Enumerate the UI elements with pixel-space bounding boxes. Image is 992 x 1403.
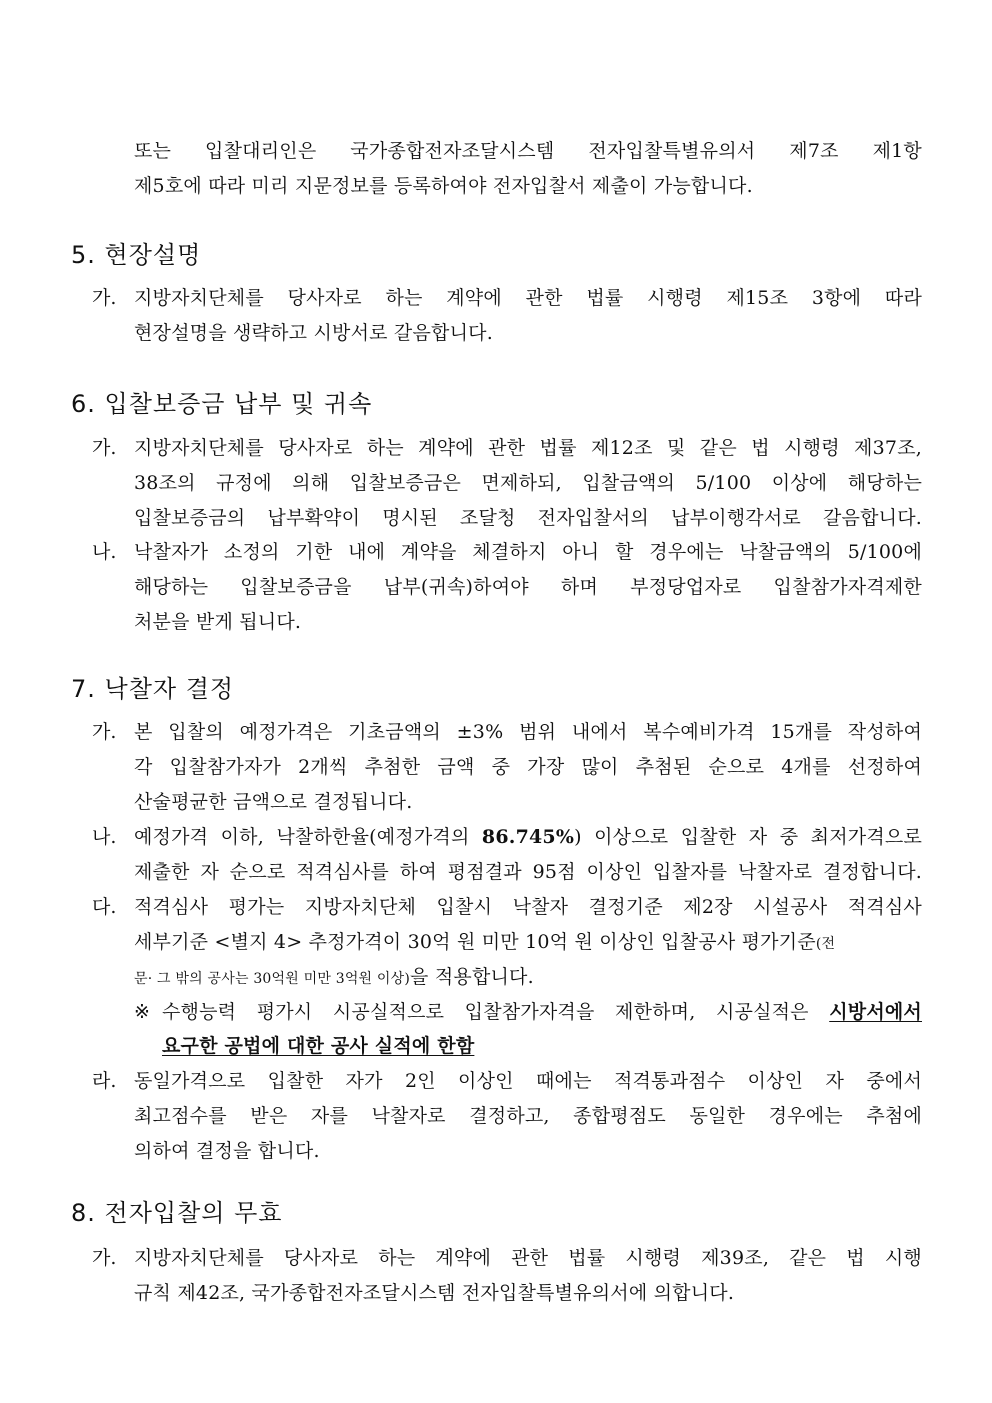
item-marker: 가. <box>92 721 117 743</box>
section-7-item-da-line-1: 적격심사 평가는 지방자치단체 입찰시 낙찰자 결정기준 제2장 시설공사 적격심사 <box>134 896 922 918</box>
note-line-1-emphasis: 시방서에서 <box>829 1001 922 1023</box>
section-7-item-na-line-2: 제출한 자 순으로 적격심사를 하여 평점결과 95점 이상인 입찰자를 낙찰자로 결정합니다. <box>134 861 922 883</box>
section-7-item-da-line-2 <box>134 927 922 959</box>
section-6-heading: 6. 입찰보증금 납부 및 귀속 <box>71 390 373 418</box>
da-line-2-text: 세부기준 <별지 4> 추정가격이 30억 원 미만 10억 원 이상인 입찰공사 평가기준 <box>134 931 816 953</box>
section-6-item-ga-line-2: 38조의 규정에 의해 입찰보증금은 면제하되, 입찰금액의 5/100 이상에 해당하는 <box>134 472 922 494</box>
item-marker: 라. <box>92 1070 117 1092</box>
section-7-item-ra-line-2: 최고점수를 받은 자를 낙찰자로 결정하고, 종합평점도 동일한 경우에는 추첨에 <box>134 1105 922 1127</box>
section-7-item-ga-line-3: 산술평균한 금액으로 결정됩니다. <box>134 791 413 813</box>
na-line-1-text: 예정가격 이하, 낙찰하한율(예정가격의 <box>134 826 482 848</box>
da-line-2-small: (전 <box>815 936 836 952</box>
section-7-item-ga-line-2: 각 입찰참가자가 2개씩 추첨한 금액 중 가장 많이 추첨된 순으로 4개를 선정하여 <box>134 756 922 778</box>
section-8-item-ga-line-2: 규칙 제42조, 국가종합전자조달시스템 전자입찰특별유의서에 의합니다. <box>134 1282 735 1304</box>
item-marker: 가. <box>92 287 117 309</box>
item-marker: 가. <box>92 437 117 459</box>
lower-limit-rate: 86.745% <box>481 826 575 848</box>
item-marker: 나. <box>92 826 117 848</box>
note-line-2-emphasis: 요구한 공법에 대한 공사 실적에 한함 <box>162 1035 475 1057</box>
intro-line-1: 또는 입찰대리인은 국가종합전자조달시스템 전자입찰특별유의서 제7조 제1항 <box>134 140 922 162</box>
section-5-heading: 5. 현장설명 <box>71 241 202 269</box>
section-7-item-ra-line-3: 의하여 결정을 합니다. <box>134 1140 320 1162</box>
section-7-heading: 7. 낙찰자 결정 <box>71 675 235 703</box>
section-7-item-ra-line-1: 동일가격으로 입찰한 자가 2인 이상인 때에는 적격통과점수 이상인 자 중에서 <box>134 1070 922 1092</box>
item-marker: 다. <box>92 896 117 918</box>
na-line-1-text-cont: ) 이상으로 입찰한 자 중 최저가격으로 <box>574 826 923 848</box>
section-8-heading: 8. 전자입찰의 무효 <box>71 1199 283 1227</box>
note-line-1-text: 수행능력 평가시 시공실적으로 입찰참가자격을 제한하며, 시공실적은 <box>162 1001 830 1023</box>
item-marker: 나. <box>92 541 117 563</box>
intro-line-2: 제5호에 따라 미리 지문정보를 등록하여야 전자입찰서 제출이 가능합니다. <box>134 175 753 197</box>
section-7-item-ga-line-1: 본 입찰의 예정가격은 기초금액의 ±3% 범위 내에서 복수예비가격 15개를 작성하여 <box>134 721 922 743</box>
section-5-item-ga-line-1: 지방자치단체를 당사자로 하는 계약에 관한 법률 시행령 제15조 3항에 따라 <box>134 287 922 309</box>
note-mark: ※ <box>134 1001 151 1023</box>
section-6-item-ga-line-3: 입찰보증금의 납부확약이 명시된 조달청 전자입찰서의 납부이행각서로 갈음합니다. <box>134 507 922 529</box>
da-line-3-small: 문· 그 밖의 공사는 30억원 미만 3억원 이상) <box>134 971 411 987</box>
section-7-item-na-line-1 <box>134 822 922 852</box>
section-8-item-ga-line-1: 지방자치단체를 당사자로 하는 계약에 관한 법률 시행령 제39조, 같은 법 시행 <box>134 1247 922 1269</box>
da-line-3-text: 을 적용합니다. <box>410 966 534 988</box>
section-5-item-ga-line-2: 현장설명을 생략하고 시방서로 갈음합니다. <box>134 322 493 344</box>
note-line-1 <box>162 997 922 1027</box>
section-7-item-da-line-3 <box>134 962 534 994</box>
item-marker: 가. <box>92 1247 117 1269</box>
section-6-item-ga-line-1: 지방자치단체를 당사자로 하는 계약에 관한 법률 제12조 및 같은 법 시행령 제37조, <box>134 437 922 459</box>
section-6-item-na-line-1: 낙찰자가 소정의 기한 내에 계약을 체결하지 아니 할 경우에는 낙찰금액의 5/100에 <box>134 541 922 563</box>
section-6-item-na-line-2: 해당하는 입찰보증금을 납부(귀속)하여야 하며 부정당업자로 입찰참가자격제한 <box>134 576 922 598</box>
section-6-item-na-line-3: 처분을 받게 됩니다. <box>134 611 302 633</box>
